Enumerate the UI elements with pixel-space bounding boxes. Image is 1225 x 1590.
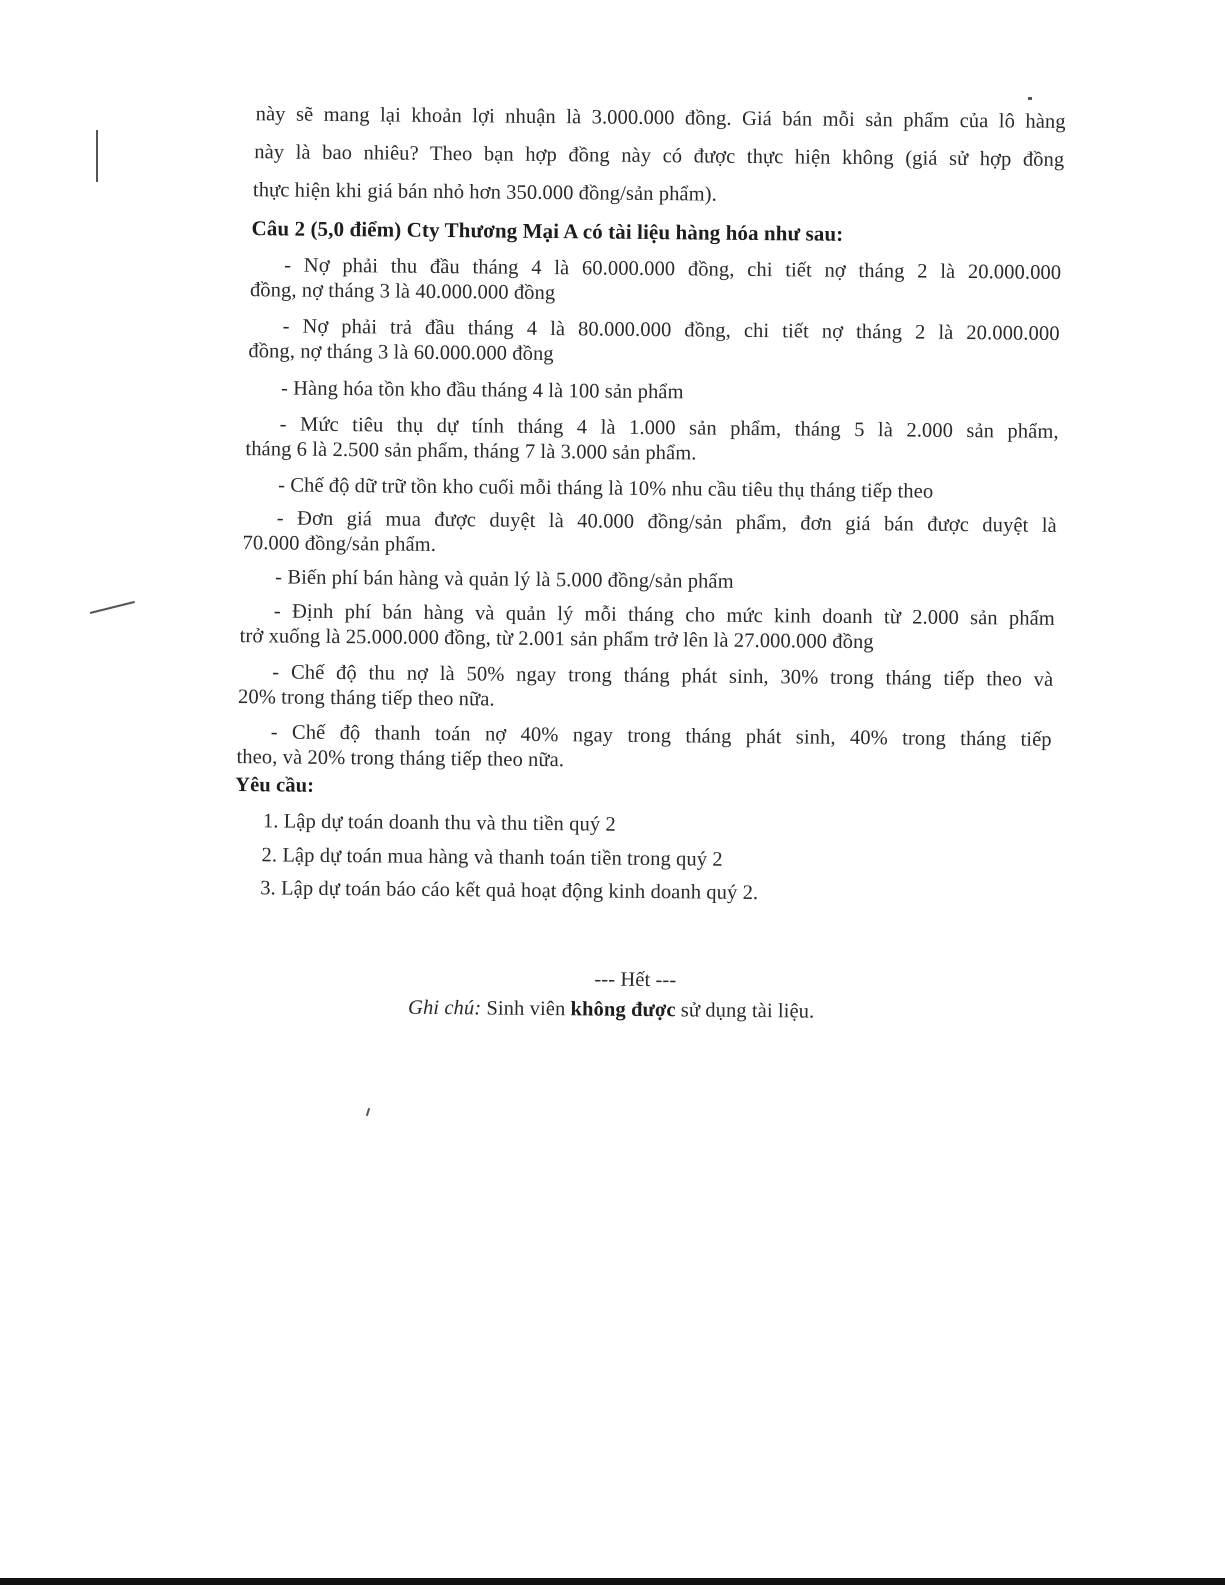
q2-item-4-line-1: - Mức tiêu thụ dự tính tháng 4 là 1.000 sản phẩm, tháng 5 là 2.000 sản phẩm,: [279, 413, 1059, 443]
q2-item-6-line-1: - Đơn giá mua được duyệt là 40.000 đồng/sản phẩm, đơn giá bán được duyệt là: [276, 507, 1057, 537]
note-label: Ghi chú:: [408, 996, 482, 1020]
intro-line-2: này là bao nhiêu? Theo bạn hợp đồng này có được thực hiện không (giá sử hợp đồng: [254, 141, 1065, 171]
note-text-bold: không được: [570, 998, 676, 1022]
intro-line-3: thực hiện khi giá bán nhỏ hơn 350.000 đồng/sản phẩm).: [252, 179, 717, 206]
end-marker: --- Hết ---: [594, 968, 677, 992]
q2-item-3: - Hàng hóa tồn kho đầu tháng 4 là 100 sản phẩm: [280, 377, 684, 404]
q2-item-6-line-2: 70.000 đồng/sản phẩm.: [242, 532, 437, 556]
note-text-post: sử dụng tài liệu.: [675, 999, 815, 1023]
q2-item-8-line-1: - Định phí bán hàng và quản lý mỗi tháng cho mức kinh doanh từ 2.000 sản phẩm: [273, 600, 1055, 630]
q2-item-1-line-2: đồng, nợ tháng 3 là 40.000.000 đồng: [249, 279, 556, 305]
exam-note: [408, 996, 814, 1024]
scan-bottom-edge: [0, 1578, 1225, 1585]
q2-item-2-line-1: - Nợ phải trả đầu tháng 4 là 80.000.000 đồng, chi tiết nợ tháng 2 là 20.000.000: [282, 315, 1060, 345]
requirement-2: 2. Lập dự toán mua hàng và thanh toán tiền trong quý 2: [261, 844, 723, 871]
q2-item-4-line-2: tháng 6 là 2.500 sản phẩm, tháng 7 là 3.000 sản phẩm.: [245, 438, 697, 465]
q2-item-10-line-2: theo, và 20% trong tháng tiếp theo nữa.: [236, 746, 565, 772]
note-text-pre: Sinh viên: [481, 997, 571, 1021]
q2-item-2-line-2: đồng, nợ tháng 3 là 60.000.000 đồng: [248, 340, 554, 366]
q2-item-9-line-1: - Chế độ thu nợ là 50% ngay trong tháng phát sinh, 30% trong tháng tiếp theo và: [272, 661, 1054, 691]
q2-item-8-line-2: trở xuống là 25.000.000 đồng, từ 2.001 sản phẩm trở lên là 27.000.000 đồng: [239, 625, 874, 654]
requirement-3: 3. Lập dự toán báo cáo kết quả hoạt động kinh doanh quý 2.: [260, 877, 759, 905]
requirements-heading: Yêu cầu:: [235, 774, 315, 797]
question-2-heading: Câu 2 (5,0 điểm) Cty Thương Mại A có tài liệu hàng hóa như sau:: [251, 216, 844, 246]
q2-item-7: - Biến phí bán hàng và quản lý là 5.000 đồng/sản phẩm: [275, 566, 734, 593]
q2-item-5: - Chế độ dữ trữ tồn kho cuối mỗi tháng là 10% nhu cầu tiêu thụ tháng tiếp theo: [278, 474, 934, 503]
q2-item-9-line-2: 20% trong tháng tiếp theo nữa.: [237, 686, 495, 711]
intro-line-1: này sẽ mang lại khoản lợi nhuận là 3.000.000 đồng. Giá bán mỗi sản phẩm của lô hàng: [255, 103, 1066, 133]
q2-item-10-line-1: - Chế độ thanh toán nợ 40% ngay trong tháng phát sinh, 40% trong tháng tiếp: [270, 721, 1052, 751]
requirement-1: 1. Lập dự toán doanh thu và thu tiền quý 2: [262, 810, 616, 836]
q2-item-1-line-1: - Nợ phải thu đầu tháng 4 là 60.000.000 đồng, chi tiết nợ tháng 2 là 20.000.000: [284, 254, 1062, 284]
